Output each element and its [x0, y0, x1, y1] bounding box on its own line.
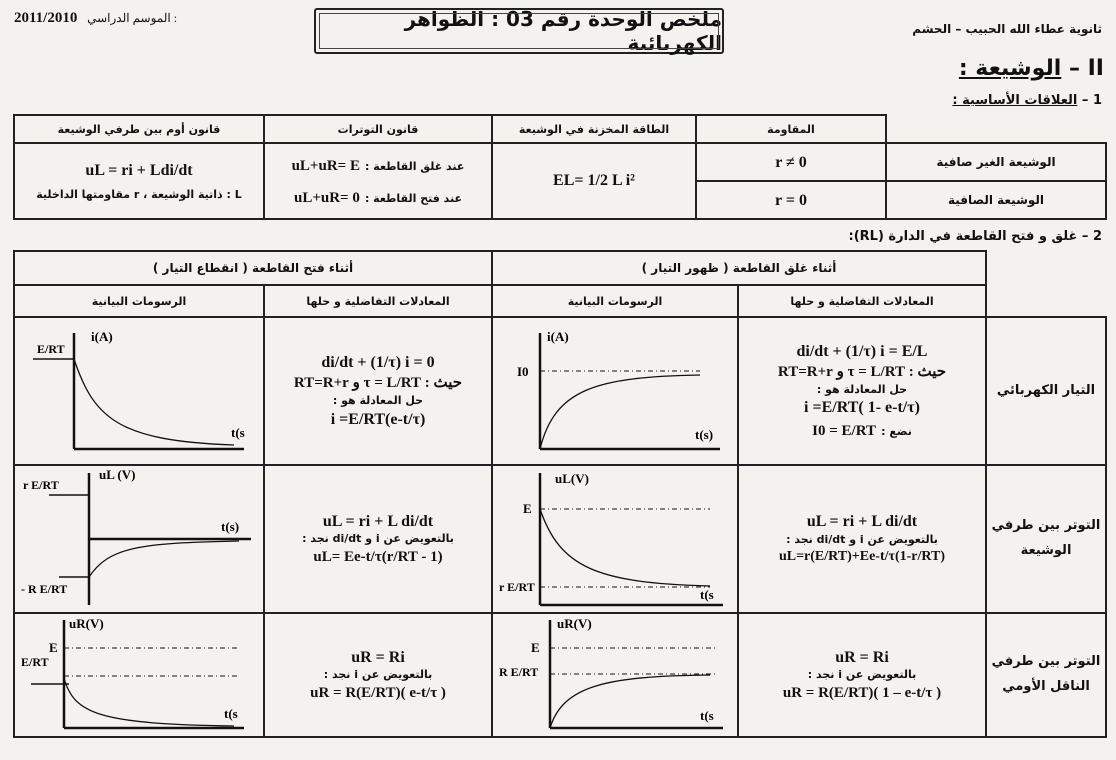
- close-res-sub: بالتعويض عن i نجد :: [807, 668, 917, 682]
- school-year: [14, 10, 177, 27]
- row-label-res-2: الناقل الأومي: [1002, 679, 1090, 694]
- open-current-level: E/RT: [37, 342, 65, 356]
- close-eq: uL+uR= E: [291, 158, 360, 174]
- open-coil-sub: بالتعويض عن i و di/dt نجد :: [302, 532, 454, 546]
- close-current-sol-label: حل المعادلة هو :: [816, 382, 908, 396]
- open-res-sub: بالتعويض عن i نجد :: [323, 668, 433, 682]
- close-coil-x-label: t(s: [700, 587, 714, 602]
- ohm-law-cell: [14, 143, 264, 219]
- ohm-law-eq: uL = ri + Ldi/dt: [85, 161, 193, 179]
- section-title: الوشيعة :: [958, 56, 1062, 81]
- row-label-current: التيار الكهربائي: [986, 317, 1106, 465]
- close-current-where: حيث : τ = L/RT و RT=R+r: [777, 364, 947, 381]
- graph-close-coil: [492, 465, 738, 613]
- close-coil-solution: uL=r(E/RT)+Ee-t/τ(1-r/RT): [778, 548, 946, 564]
- header-voltage-law: قانون التوترات: [264, 115, 492, 143]
- open-current-sol-label: حل المعادلة هو :: [332, 393, 424, 407]
- open-res-top-level: E: [49, 640, 58, 655]
- side-blank: [986, 251, 1106, 285]
- close-current-note-label: نضع :: [881, 425, 912, 439]
- open-coil-x-label: t(s): [221, 519, 240, 534]
- open-res-x-label: t(s: [224, 706, 238, 721]
- open-label: عند فتح القاطعة :: [364, 192, 463, 205]
- close-res-solution: uR = R(E/RT)( 1 – e-t/τ ): [782, 685, 942, 702]
- page-title-text: ملخص الوحدة رقم 03 : الظواهر الكهربائية: [404, 7, 722, 55]
- open-current-x-label: t(s: [231, 425, 245, 440]
- r-nonpure-cell: [696, 143, 886, 181]
- close-current-level: I0: [517, 364, 529, 379]
- close-res-left-level: R E/RT: [499, 665, 539, 679]
- graph-open-res: [14, 613, 264, 737]
- close-equations-label: المعادلات التفاضلية و حلها: [738, 285, 986, 317]
- voltage-law-cell: [264, 143, 492, 219]
- eq-close-current: [738, 317, 986, 465]
- close-coil-eq: uL = ri + L di/dt: [806, 513, 918, 531]
- close-res-x-label: t(s: [700, 708, 714, 723]
- eq-close-coil: [738, 465, 986, 613]
- energy-cell: [492, 143, 696, 219]
- page-title: [314, 8, 724, 54]
- eq-open-coil: [264, 465, 492, 613]
- eq-open-res: [264, 613, 492, 737]
- r-pure-value: r = 0: [775, 192, 807, 209]
- graph-open-coil: [14, 465, 264, 613]
- side-blank-2: [986, 285, 1106, 317]
- year-value: 2011/2010: [14, 10, 78, 26]
- header-opening: أثناء فتح القاطعة ( انقطاع التيار ): [14, 251, 492, 285]
- row-label-coil-2: الوشيعة: [1020, 543, 1072, 558]
- close-res-eq: uR = Ri: [835, 648, 889, 666]
- subsection-1-heading: [952, 93, 1102, 108]
- season-label: الموسم الدراسي :: [87, 11, 178, 25]
- header-resistance: المقاومة: [696, 115, 886, 143]
- ohm-law-note: L : ذاتية الوشيعة ، r مقاومتها الداخلية: [36, 187, 242, 201]
- open-equations-label: المعادلات التفاضلية و حلها: [264, 285, 492, 317]
- row-label-coil-voltage: [986, 465, 1106, 613]
- close-current-x-label: t(s): [695, 427, 714, 442]
- open-graphs-label: الرسومات البيانية: [14, 285, 264, 317]
- header-stored-energy: الطاقة المخزنة في الوشيعة: [492, 115, 696, 143]
- section-heading: [959, 56, 1104, 81]
- close-coil-bottom-level: r E/RT: [499, 580, 535, 594]
- close-res-y-label: uR(V): [557, 616, 592, 631]
- graph-open-current: [14, 317, 264, 465]
- row-label-res-voltage: [986, 613, 1106, 737]
- close-current-diff-eq: di/dt + (1/τ) i = E/L: [796, 342, 928, 360]
- header-closing: أثناء غلق القاطعة ( ظهور التيار ): [492, 251, 986, 285]
- close-current-y-label: i(A): [547, 329, 569, 344]
- r-nonpure-value: r ≠ 0: [775, 154, 807, 171]
- row-pure-label: الوشيعة الصافية: [886, 181, 1106, 219]
- close-graphs-label: الرسومات البيانية: [492, 285, 738, 317]
- school-name: ثانوية عطاء الله الحبيب – الحشم: [912, 22, 1102, 36]
- open-res-solution: uR = R(E/RT)( e-t/τ ): [310, 685, 446, 702]
- open-current-diff-eq: di/dt + (1/τ) i = 0: [321, 353, 435, 371]
- close-coil-y-label: uL(V): [555, 471, 589, 486]
- subsection-2-heading: 2 – غلق و فتح القاطعة في الدارة (RL):: [848, 229, 1102, 244]
- open-res-y-label: uR(V): [69, 616, 104, 631]
- graph-close-current: [492, 317, 738, 465]
- row-nonpure-label: الوشيعة الغير صافية: [886, 143, 1106, 181]
- open-current-where: حيث : τ = L/RT و RT=R+r: [293, 375, 463, 392]
- subsection-1-number: 1 –: [1081, 93, 1102, 108]
- close-coil-top-level: E: [523, 501, 532, 516]
- close-current-solution: i =E/RT( 1- e-t/τ): [804, 399, 920, 417]
- section-number: II –: [1068, 56, 1104, 81]
- open-res-eq: uR = Ri: [351, 648, 405, 666]
- basic-relations-table: [13, 114, 1107, 220]
- open-current-y-label: i(A): [91, 329, 113, 344]
- open-res-left-level: E/RT: [21, 655, 49, 669]
- energy-eq: EL= 1/2 L i²: [553, 172, 635, 189]
- row-label-res-1: التوتر بين طرفي: [991, 654, 1101, 670]
- open-coil-top-level: r E/RT: [23, 478, 59, 492]
- open-eq: uL+uR= 0: [293, 190, 360, 206]
- open-coil-solution: uL= Ee-t/τ(r/RT - 1): [313, 549, 443, 566]
- open-coil-eq: uL = ri + L di/dt: [322, 512, 434, 530]
- close-res-top-level: E: [531, 640, 540, 655]
- empty-corner: [886, 115, 1106, 143]
- subsection-1-title: العلاقات الأساسية :: [952, 93, 1078, 108]
- open-coil-bottom-level: - R E/RT: [21, 582, 68, 596]
- rl-circuit-table: [13, 250, 1107, 738]
- close-coil-sub: بالتعويض عن i و di/dt نجد :: [786, 532, 938, 546]
- open-current-solution: i =E/RT(e-t/τ): [330, 410, 426, 428]
- eq-close-res: [738, 613, 986, 737]
- graph-close-res: [492, 613, 738, 737]
- close-label: عند غلق القاطعة :: [365, 160, 465, 173]
- eq-open-current: [264, 317, 492, 465]
- header-ohm-law: قانون أوم بين طرفي الوشيعة: [14, 115, 264, 143]
- row-label-coil-1: التوتر بين طرفي: [991, 518, 1101, 534]
- close-current-note: I0 = E/RT: [812, 423, 877, 440]
- r-pure-cell: [696, 181, 886, 219]
- open-coil-y-label: uL (V): [99, 467, 136, 482]
